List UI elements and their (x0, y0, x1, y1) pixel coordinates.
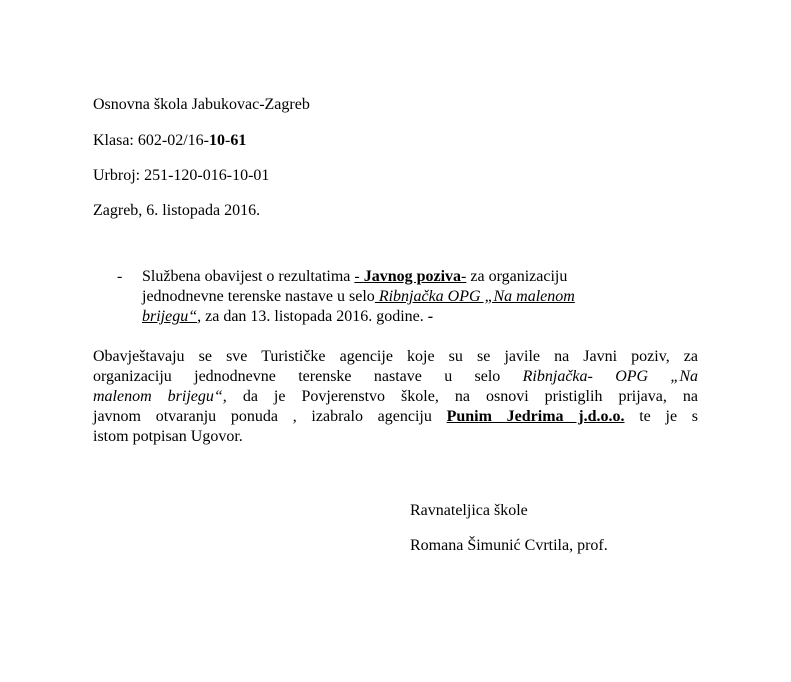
selected-agency: Punim Jedrima j.d.o.o. (446, 408, 625, 425)
bullet-text-e: za organizaciju (466, 268, 568, 285)
date-line: Zagreb, 6. listopada 2016. (93, 202, 261, 219)
underlined-dash: - (354, 268, 364, 285)
urbroj-line: Urbroj: 251-120-016-10-01 (93, 167, 270, 184)
location-name: Ribnjačka OPG „Na malenom (374, 288, 575, 305)
bullet-end-dash: - (427, 308, 434, 325)
klasa-dash: - (224, 132, 231, 149)
bullet-notice (142, 267, 662, 327)
bullet-text-a: Službena obavijest o rezultatima (142, 268, 355, 285)
klasa-number-b: 61 (230, 132, 247, 149)
javni-poziv-label (354, 268, 466, 285)
location-name-cont: brijegu“ (142, 308, 198, 325)
javnog-poziva-bold: Javnog poziva (363, 268, 462, 285)
klasa-line (93, 131, 246, 151)
signature-name: Romana Šimunić Cvrtila, prof. (410, 537, 608, 554)
bullet-date-text: , za dan 13. listopada 2016. godine. (197, 308, 428, 325)
klasa-prefix: Klasa: 602-02/16- (93, 132, 209, 149)
paragraph-text-4a: javnom otvaranju ponuda , izabralo agenciju (93, 408, 447, 425)
bullet-line-1 (142, 267, 662, 287)
bullet-line-3 (142, 307, 662, 327)
school-name: Osnovna škola Jabukovac-Zagreb (93, 96, 310, 113)
main-paragraph (93, 347, 698, 447)
paragraph-line-3 (93, 387, 698, 407)
paragraph-line-5: istom potpisan Ugovor. (93, 428, 243, 445)
paragraph-location-a: Ribnjačka- OPG „Na (522, 368, 698, 385)
underlined-dash-end: - (461, 268, 467, 285)
paragraph-line-4 (93, 407, 698, 427)
bullet-line-2 (142, 287, 662, 307)
klasa-number-a: 10 (208, 132, 225, 149)
paragraph-text-2a: organizaciju jednodnevne terenske nastave u selo (93, 368, 523, 385)
paragraph-line-1: Obavještavaju se sve Turističke agencije koje su se javile na Javni poziv, za (93, 348, 698, 365)
paragraph-line-2 (93, 367, 698, 387)
paragraph-text-4c: te je s (624, 408, 698, 425)
paragraph-location-b: malenom brijegu“, (93, 388, 227, 405)
bullet-text-line2: jednodnevne terenske nastave u selo (142, 288, 375, 305)
bullet-marker: - (117, 268, 123, 285)
paragraph-text-3b: da je Povjerenstvo škole, na osnovi pristiglih prijava, na (226, 388, 698, 405)
signature-title: Ravnateljica škole (410, 502, 528, 519)
